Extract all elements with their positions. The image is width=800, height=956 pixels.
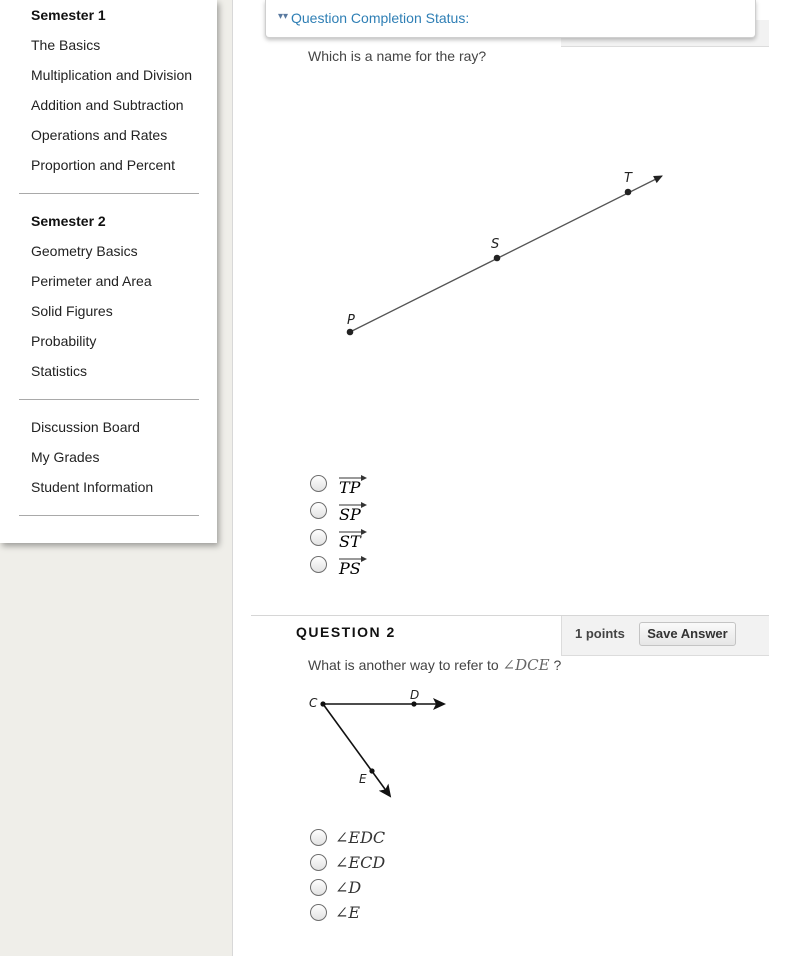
sidebar-item-statistics[interactable]: Statistics <box>31 363 88 379</box>
angle-figure <box>303 686 463 806</box>
question1-options <box>310 470 371 578</box>
point-e <box>369 768 374 773</box>
label-c: C <box>309 696 318 710</box>
option-ecd[interactable] <box>310 850 385 875</box>
question2-header <box>251 615 769 655</box>
question2-points-box <box>561 616 769 656</box>
ray-st-label <box>337 527 371 549</box>
option-edc[interactable] <box>310 825 385 850</box>
sidebar-item-discussion-board[interactable]: Discussion Board <box>31 419 140 435</box>
semester-2-section <box>0 206 217 386</box>
ray-sp-label <box>337 500 371 522</box>
option-sp[interactable] <box>310 497 371 524</box>
completion-status-bar[interactable] <box>265 0 756 38</box>
sidebar-item-addition-subtraction[interactable]: Addition and Subtraction <box>31 97 184 113</box>
option-d[interactable] <box>310 875 385 900</box>
ray-ps-label <box>337 554 371 576</box>
test-content <box>232 0 800 956</box>
point-s <box>494 255 501 262</box>
option-tp[interactable] <box>310 470 371 497</box>
question2-prompt-angle: ∠DCE <box>502 656 550 674</box>
svg-text:ST: ST <box>339 531 361 549</box>
sidebar-item-proportion-percent[interactable]: Proportion and Percent <box>31 157 175 173</box>
option-label: ∠EDC <box>335 828 386 847</box>
semester-1-heading: Semester 1 <box>31 7 106 23</box>
completion-status-label[interactable]: Question Completion Status: <box>291 10 470 26</box>
sidebar-item-probability[interactable]: Probability <box>31 333 97 349</box>
label-d: D <box>410 688 420 702</box>
label-p: P <box>347 313 355 328</box>
sidebar-divider <box>19 399 199 400</box>
option-e[interactable] <box>310 900 385 925</box>
sidebar-item-student-information[interactable]: Student Information <box>31 479 154 495</box>
question2-prompt-end: ? <box>553 657 562 673</box>
radio-button[interactable] <box>310 854 327 871</box>
sidebar-item-multiplication-division[interactable]: Multiplication and Division <box>31 67 193 83</box>
double-chevron-down-icon: ▾▾ <box>278 11 289 22</box>
radio-button[interactable] <box>310 502 327 519</box>
semester-2-heading: Semester 2 <box>31 213 106 229</box>
tools-section <box>0 412 217 502</box>
svg-text:TP: TP <box>339 477 361 495</box>
ray-tp-label <box>337 473 371 495</box>
sidebar-item-the-basics[interactable]: The Basics <box>31 37 101 53</box>
label-s: S <box>491 237 500 252</box>
label-t: T <box>624 171 632 186</box>
point-d <box>411 701 416 706</box>
question1-prompt: Which is a name for the ray? <box>308 48 487 64</box>
ray-ce <box>323 704 390 796</box>
radio-button[interactable] <box>310 529 327 546</box>
option-label: ∠E <box>335 903 361 922</box>
radio-button[interactable] <box>310 475 327 492</box>
question2-prompt-text: What is another way to refer to <box>308 657 499 673</box>
question2-title: QUESTION 2 <box>296 624 396 640</box>
question2-options <box>310 825 385 925</box>
save-answer-button[interactable]: Save Answer <box>639 622 736 646</box>
option-label: ∠ECD <box>335 853 386 872</box>
sidebar-item-solid-figures[interactable]: Solid Figures <box>31 303 113 319</box>
point-c <box>320 701 325 706</box>
option-label: ∠D <box>335 878 362 897</box>
ray-figure <box>333 160 673 345</box>
course-sidebar <box>0 0 217 543</box>
sidebar-item-perimeter-area[interactable]: Perimeter and Area <box>31 273 152 289</box>
sidebar-divider <box>19 193 199 194</box>
radio-button[interactable] <box>310 904 327 921</box>
option-st[interactable] <box>310 524 371 551</box>
svg-text:PS: PS <box>339 558 361 576</box>
question2-points: 1 points <box>575 626 625 641</box>
label-e: E <box>359 772 367 786</box>
sidebar-item-geometry-basics[interactable]: Geometry Basics <box>31 243 138 259</box>
point-p <box>347 329 354 336</box>
option-ps[interactable] <box>310 551 371 578</box>
radio-button[interactable] <box>310 556 327 573</box>
sidebar-divider <box>19 515 199 516</box>
semester-1-section <box>0 0 217 180</box>
sidebar-item-operations-rates[interactable]: Operations and Rates <box>31 127 168 143</box>
point-t <box>625 189 632 196</box>
svg-text:SP: SP <box>339 504 361 522</box>
question2-prompt <box>308 656 561 674</box>
radio-button[interactable] <box>310 829 327 846</box>
sidebar-item-my-grades[interactable]: My Grades <box>31 449 100 465</box>
ray-line <box>350 176 662 332</box>
radio-button[interactable] <box>310 879 327 896</box>
